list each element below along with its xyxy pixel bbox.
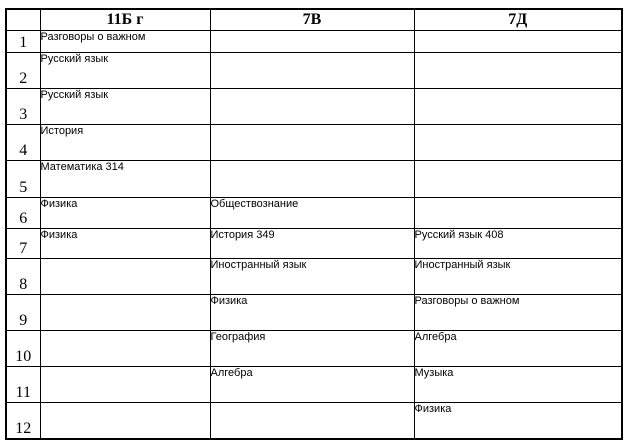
cell-7v: География (210, 331, 414, 367)
table-row (6, 125, 622, 161)
cell-7d (414, 161, 622, 198)
cell-7v: История 349 (210, 229, 414, 259)
cell-7v (210, 125, 414, 161)
cell-11b: Русский язык (40, 89, 210, 125)
cell-7d: Иностранный язык (414, 259, 622, 295)
cell-11b (40, 367, 210, 403)
table-row (6, 295, 622, 331)
cell-11b: Русский язык (40, 53, 210, 89)
header-row (6, 9, 622, 31)
cell-7d (414, 198, 622, 229)
lesson-number: 9 (6, 295, 40, 331)
schedule-table (5, 8, 623, 440)
cell-7v (210, 161, 414, 198)
table-row (6, 403, 622, 439)
lesson-number: 7 (6, 229, 40, 259)
cell-7v: Иностранный язык (210, 259, 414, 295)
cell-7d (414, 53, 622, 89)
lesson-number: 5 (6, 161, 40, 198)
cell-11b: Разговоры о важном (40, 31, 210, 53)
lesson-number: 2 (6, 53, 40, 89)
cell-7d: Физика (414, 403, 622, 439)
cell-11b: Физика (40, 229, 210, 259)
lesson-number: 4 (6, 125, 40, 161)
table-row (6, 161, 622, 198)
cell-7d: Алгебра (414, 331, 622, 367)
cell-11b: История (40, 125, 210, 161)
lesson-number: 1 (6, 31, 40, 53)
cell-7d: Музыка (414, 367, 622, 403)
lesson-number: 8 (6, 259, 40, 295)
cell-11b (40, 259, 210, 295)
header-class-7d: 7Д (414, 9, 622, 31)
lesson-number: 10 (6, 331, 40, 367)
cell-7v (210, 89, 414, 125)
cell-11b: Математика 314 (40, 161, 210, 198)
cell-7v: Обществознание (210, 198, 414, 229)
cell-7v (210, 31, 414, 53)
lesson-number: 12 (6, 403, 40, 439)
cell-7v: Алгебра (210, 367, 414, 403)
cell-7v (210, 403, 414, 439)
table-row (6, 53, 622, 89)
lesson-number: 11 (6, 367, 40, 403)
cell-11b: Физика (40, 198, 210, 229)
table-row (6, 198, 622, 229)
cell-7d: Русский язык 408 (414, 229, 622, 259)
cell-11b (40, 403, 210, 439)
header-class-11b: 11Б г (40, 9, 210, 31)
cell-7v (210, 53, 414, 89)
table-row (6, 367, 622, 403)
header-lesson-number (6, 9, 40, 31)
table-row (6, 259, 622, 295)
cell-11b (40, 331, 210, 367)
cell-7d: Разговоры о важном (414, 295, 622, 331)
cell-7v: Физика (210, 295, 414, 331)
cell-7d (414, 89, 622, 125)
cell-7d (414, 125, 622, 161)
table-row (6, 89, 622, 125)
header-class-7v: 7В (210, 9, 414, 31)
table-row (6, 331, 622, 367)
cell-11b (40, 295, 210, 331)
lesson-number: 3 (6, 89, 40, 125)
table-row (6, 229, 622, 259)
cell-7d (414, 31, 622, 53)
table-row (6, 31, 622, 53)
lesson-number: 6 (6, 198, 40, 229)
